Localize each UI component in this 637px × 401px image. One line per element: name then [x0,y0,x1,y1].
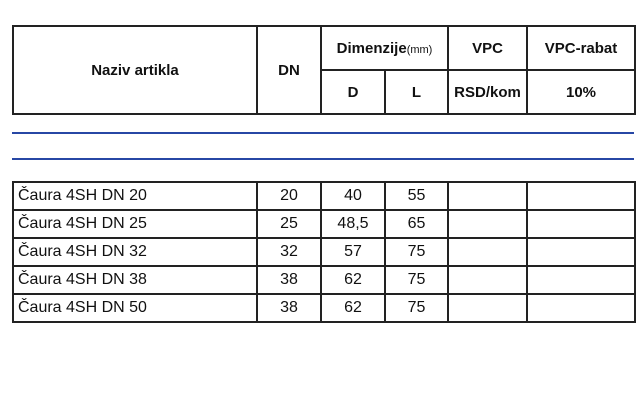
divider-line-bottom [12,158,634,160]
cell-rabat [527,266,635,294]
cell-name: Čaura 4SH DN 50 [13,294,257,322]
header-vpc-unit: RSD/kom [448,70,527,114]
cell-dn: 32 [257,238,321,266]
cell-dn: 25 [257,210,321,238]
cell-l: 55 [385,182,448,210]
cell-name: Čaura 4SH DN 38 [13,266,257,294]
header-dimenzije [321,26,448,70]
header-vpc: VPC [448,26,527,70]
cell-d: 62 [321,294,385,322]
header-rabat: VPC-rabat [527,26,635,70]
cell-dn: 38 [257,294,321,322]
cell-dn: 38 [257,266,321,294]
cell-d: 40 [321,182,385,210]
table-row [13,294,635,322]
cell-l: 65 [385,210,448,238]
cell-rabat [527,182,635,210]
header-l: L [385,70,448,114]
cell-name: Čaura 4SH DN 32 [13,238,257,266]
cell-l: 75 [385,294,448,322]
cell-rabat [527,210,635,238]
data-table [12,181,636,323]
divider-line-top [12,132,634,134]
cell-name: Čaura 4SH DN 20 [13,182,257,210]
cell-vpc [448,294,527,322]
table-row [13,210,635,238]
header-dn: DN [257,26,321,114]
table-row [13,238,635,266]
table-row [13,266,635,294]
cell-l: 75 [385,238,448,266]
cell-l: 75 [385,266,448,294]
cell-vpc [448,182,527,210]
cell-vpc [448,210,527,238]
cell-rabat [527,238,635,266]
cell-name: Čaura 4SH DN 25 [13,210,257,238]
cell-d: 57 [321,238,385,266]
cell-vpc [448,266,527,294]
header-d: D [321,70,385,114]
header-dimenzije-label: Dimenzije [336,39,407,57]
header-rabat-value: 10% [527,70,635,114]
header-naziv: Naziv artikla [13,26,257,114]
cell-dn: 20 [257,182,321,210]
cell-d: 48,5 [321,210,385,238]
header-dimenzije-units: (mm) [406,43,433,56]
cell-d: 62 [321,266,385,294]
table-row [13,182,635,210]
header-table [12,25,636,115]
cell-vpc [448,238,527,266]
cell-rabat [527,294,635,322]
